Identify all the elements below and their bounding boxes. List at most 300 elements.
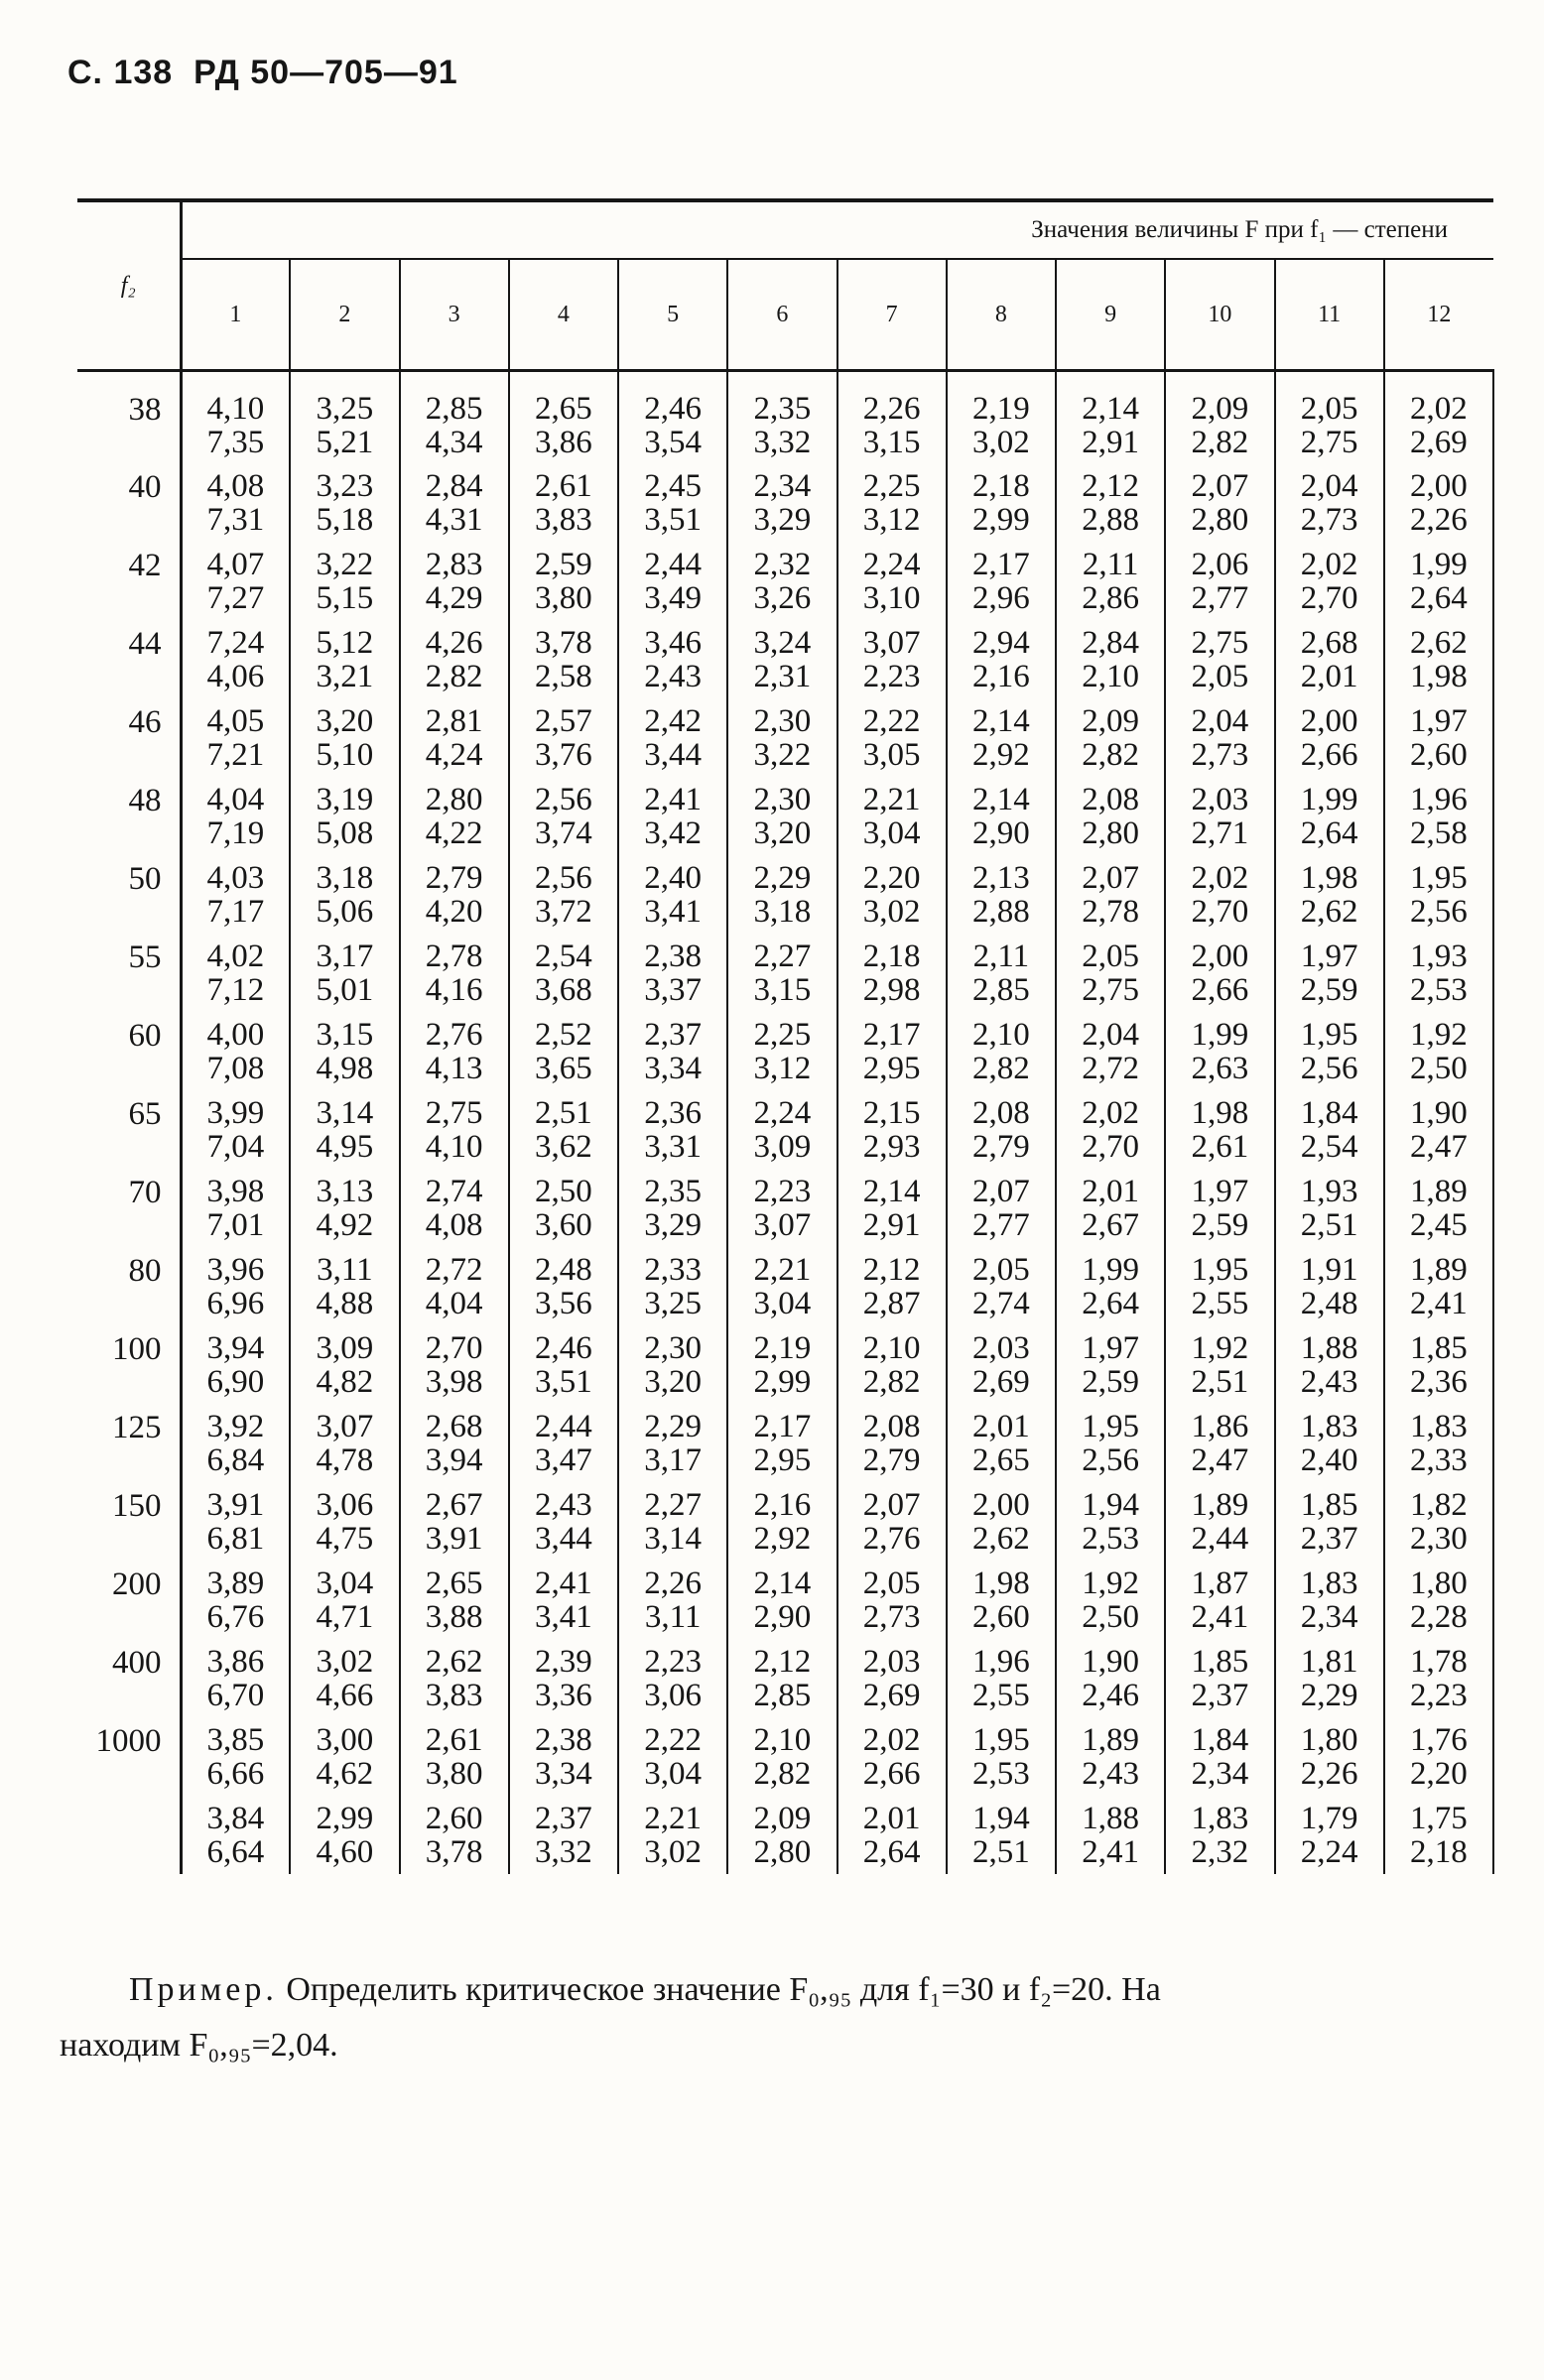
cell-value-lower: 2,56 bbox=[1300, 1050, 1358, 1086]
table-cell bbox=[1165, 1717, 1274, 1796]
cell-value-upper: 1,90 bbox=[1082, 1643, 1139, 1680]
cell-value-upper: 2,07 bbox=[862, 1486, 921, 1523]
cell-value-upper: 3,85 bbox=[206, 1721, 265, 1758]
table-cell bbox=[181, 855, 290, 934]
cell-value-lower: 2,88 bbox=[1082, 501, 1139, 538]
cell-value-upper: 3,99 bbox=[206, 1094, 265, 1131]
cell-value-upper: 3,25 bbox=[316, 391, 374, 427]
cell-value-upper: 2,54 bbox=[535, 938, 592, 974]
cell-value-lower: 4,24 bbox=[425, 736, 483, 773]
cell-value-upper: 1,82 bbox=[1410, 1486, 1468, 1523]
cell-value-lower: 3,09 bbox=[753, 1128, 812, 1165]
cell-value-lower: 3,20 bbox=[644, 1363, 702, 1400]
cell-value-upper: 2,27 bbox=[644, 1486, 702, 1523]
cell-value-lower: 2,90 bbox=[753, 1598, 812, 1635]
cell-value-upper: 2,02 bbox=[1082, 1094, 1139, 1131]
table-cell bbox=[947, 1717, 1056, 1796]
cell-value-lower: 6,90 bbox=[206, 1363, 265, 1400]
table-cell bbox=[1275, 1717, 1384, 1796]
cell-value-lower: 3,51 bbox=[644, 501, 702, 538]
cell-value-upper: 2,62 bbox=[1410, 624, 1468, 661]
cell-value-lower: 2,18 bbox=[1410, 1833, 1468, 1870]
cell-value-upper: 3,89 bbox=[206, 1565, 265, 1601]
table-cell bbox=[1056, 1561, 1165, 1639]
cell-value-lower: 2,33 bbox=[1410, 1441, 1468, 1478]
cell-value-upper: 2,41 bbox=[644, 781, 702, 817]
table-cell bbox=[618, 934, 727, 1012]
cell-value-upper: 3,78 bbox=[535, 624, 592, 661]
cell-value-lower: 4,78 bbox=[316, 1441, 374, 1478]
table-cell bbox=[947, 1325, 1056, 1404]
cell-value-lower: 2,80 bbox=[1191, 501, 1249, 538]
cell-value-upper: 2,02 bbox=[1191, 859, 1249, 896]
table-cell bbox=[837, 1090, 947, 1169]
cell-value-upper: 3,20 bbox=[316, 702, 374, 739]
table-cell bbox=[947, 1561, 1056, 1639]
cell-value-lower: 3,44 bbox=[535, 1520, 592, 1557]
table-cell bbox=[618, 371, 727, 463]
table-cell bbox=[290, 1090, 399, 1169]
table-cell bbox=[947, 855, 1056, 934]
table-cell bbox=[1384, 1482, 1493, 1561]
cell-value-lower: 3,12 bbox=[862, 501, 921, 538]
cell-value-upper: 1,99 bbox=[1300, 781, 1358, 817]
table-cell bbox=[1165, 1090, 1274, 1169]
table-cell bbox=[290, 1561, 399, 1639]
cell-value-lower: 3,76 bbox=[535, 736, 592, 773]
cell-value-upper: 2,37 bbox=[644, 1016, 702, 1053]
table-cell bbox=[509, 1325, 618, 1404]
cell-value-upper: 2,09 bbox=[1082, 702, 1139, 739]
table-cell bbox=[400, 855, 509, 934]
cell-value-upper: 1,83 bbox=[1300, 1565, 1358, 1601]
cell-value-upper: 1,84 bbox=[1300, 1094, 1358, 1131]
cell-value-lower: 2,51 bbox=[1191, 1363, 1249, 1400]
table-cell bbox=[1275, 1325, 1384, 1404]
cell-value-lower: 3,04 bbox=[862, 814, 921, 851]
table-cell bbox=[509, 1717, 618, 1796]
table-cell bbox=[1384, 371, 1493, 463]
table-cell bbox=[290, 698, 399, 777]
cell-value-upper: 2,38 bbox=[535, 1721, 592, 1758]
cell-value-upper: 2,07 bbox=[1082, 859, 1139, 896]
cell-value-upper: 2,39 bbox=[535, 1643, 592, 1680]
cell-value-upper: 1,84 bbox=[1191, 1721, 1249, 1758]
cell-value-upper: 2,19 bbox=[972, 391, 1030, 427]
cell-value-upper: 2,14 bbox=[972, 702, 1030, 739]
cell-value-lower: 3,21 bbox=[316, 658, 374, 694]
table-cell bbox=[727, 542, 836, 620]
cell-value-lower: 2,75 bbox=[1082, 971, 1139, 1008]
cell-value-lower: 7,01 bbox=[206, 1206, 265, 1243]
cell-value-lower: 6,96 bbox=[206, 1285, 265, 1321]
row-label-f2: 100 bbox=[77, 1325, 181, 1404]
table-cell bbox=[947, 1090, 1056, 1169]
cell-value-upper: 2,23 bbox=[753, 1173, 812, 1209]
cell-value-upper: 1,98 bbox=[1300, 859, 1358, 896]
cell-value-upper: 1,85 bbox=[1300, 1486, 1358, 1523]
cell-value-lower: 7,31 bbox=[206, 501, 265, 538]
cell-value-lower: 2,43 bbox=[1300, 1363, 1358, 1400]
table-cell bbox=[509, 1012, 618, 1090]
cell-value-lower: 3,47 bbox=[535, 1441, 592, 1478]
cell-value-upper: 1,88 bbox=[1300, 1329, 1358, 1366]
table-cell bbox=[1384, 620, 1493, 698]
table-cell bbox=[947, 542, 1056, 620]
cell-value-upper: 3,19 bbox=[316, 781, 374, 817]
cell-value-lower: 2,74 bbox=[972, 1285, 1030, 1321]
table-cell bbox=[1056, 1247, 1165, 1325]
table-cell bbox=[1275, 855, 1384, 934]
cell-value-upper: 2,00 bbox=[972, 1486, 1030, 1523]
cell-value-lower: 4,95 bbox=[316, 1128, 374, 1165]
table-cell bbox=[181, 1639, 290, 1717]
cell-value-upper: 2,29 bbox=[644, 1408, 702, 1444]
cell-value-upper: 2,25 bbox=[753, 1016, 812, 1053]
table-cell bbox=[290, 934, 399, 1012]
table-cell bbox=[400, 934, 509, 1012]
row-label-f2: 50 bbox=[77, 855, 181, 934]
cell-value-upper: 2,08 bbox=[862, 1408, 921, 1444]
table-cell bbox=[400, 1404, 509, 1482]
cell-value-upper: 4,04 bbox=[206, 781, 265, 817]
cell-value-lower: 4,10 bbox=[425, 1128, 483, 1165]
table-cell bbox=[509, 1639, 618, 1717]
cell-value-upper: 2,23 bbox=[644, 1643, 702, 1680]
cell-value-upper: 3,07 bbox=[862, 624, 921, 661]
cell-value-upper: 1,93 bbox=[1300, 1173, 1358, 1209]
table-cell bbox=[947, 1247, 1056, 1325]
cell-value-upper: 2,38 bbox=[644, 938, 702, 974]
table-row bbox=[77, 542, 1493, 620]
table-cell bbox=[1275, 1404, 1384, 1482]
cell-value-lower: 4,88 bbox=[316, 1285, 374, 1321]
cell-value-upper: 2,02 bbox=[862, 1721, 921, 1758]
cell-value-lower: 7,35 bbox=[206, 425, 265, 460]
table-cell bbox=[837, 1404, 947, 1482]
cell-value-lower: 7,08 bbox=[206, 1050, 265, 1086]
cell-value-upper: 2,10 bbox=[972, 1016, 1030, 1053]
row-label-f2: 400 bbox=[77, 1639, 181, 1717]
table-cell bbox=[1275, 463, 1384, 542]
cell-value-upper: 3,06 bbox=[316, 1486, 374, 1523]
table-cell bbox=[509, 855, 618, 934]
cell-value-upper: 2,94 bbox=[972, 624, 1030, 661]
cell-value-lower: 2,53 bbox=[972, 1755, 1030, 1792]
cell-value-upper: 2,29 bbox=[753, 859, 812, 896]
example-line-2: находим F₀,₉₅=2,04. bbox=[60, 2027, 338, 2064]
table-cell bbox=[618, 1090, 727, 1169]
row-label-f2: 38 bbox=[77, 371, 181, 463]
table-cell bbox=[290, 855, 399, 934]
table-cell bbox=[1165, 371, 1274, 463]
cell-value-lower: 2,58 bbox=[1410, 814, 1468, 851]
cell-value-upper: 1,89 bbox=[1082, 1721, 1139, 1758]
cell-value-lower: 2,82 bbox=[753, 1755, 812, 1792]
table-cell bbox=[1275, 1169, 1384, 1247]
column-header-f1-6: 6 bbox=[727, 259, 836, 371]
cell-value-upper: 3,46 bbox=[644, 624, 702, 661]
cell-value-lower: 3,94 bbox=[425, 1441, 483, 1478]
cell-value-upper: 2,44 bbox=[535, 1408, 592, 1444]
cell-value-upper: 1,93 bbox=[1410, 938, 1468, 974]
table-cell bbox=[181, 542, 290, 620]
cell-value-lower: 3,20 bbox=[753, 814, 812, 851]
cell-value-lower: 2,45 bbox=[1410, 1206, 1468, 1243]
cell-value-upper: 2,79 bbox=[425, 859, 483, 896]
cell-value-upper: 1,98 bbox=[972, 1565, 1030, 1601]
column-header-f1-10: 10 bbox=[1165, 259, 1274, 371]
table-cell bbox=[509, 542, 618, 620]
cell-value-lower: 2,31 bbox=[753, 658, 812, 694]
cell-value-lower: 2,50 bbox=[1082, 1598, 1139, 1635]
cell-value-upper: 1,81 bbox=[1300, 1643, 1358, 1680]
cell-value-upper: 4,00 bbox=[206, 1016, 265, 1053]
cell-value-lower: 2,90 bbox=[972, 814, 1030, 851]
cell-value-lower: 2,34 bbox=[1191, 1755, 1249, 1792]
cell-value-lower: 2,69 bbox=[1410, 425, 1468, 460]
table-row bbox=[77, 1325, 1493, 1404]
table-cell bbox=[181, 1012, 290, 1090]
cell-value-upper: 3,11 bbox=[317, 1251, 373, 1288]
cell-value-lower: 2,43 bbox=[1082, 1755, 1139, 1792]
cell-value-lower: 6,66 bbox=[206, 1755, 265, 1792]
table-cell bbox=[1275, 1561, 1384, 1639]
table-cell bbox=[181, 1169, 290, 1247]
table-cell bbox=[1275, 698, 1384, 777]
table-cell bbox=[727, 855, 836, 934]
table-cell bbox=[618, 1482, 727, 1561]
cell-value-lower: 3,42 bbox=[644, 814, 702, 851]
table-cell bbox=[837, 1717, 947, 1796]
column-header-f1-11: 11 bbox=[1275, 259, 1384, 371]
cell-value-lower: 2,75 bbox=[1300, 425, 1358, 460]
cell-value-upper: 2,06 bbox=[1191, 546, 1249, 582]
cell-value-lower: 5,10 bbox=[316, 736, 374, 773]
row-label-f2: 125 bbox=[77, 1404, 181, 1482]
cell-value-upper: 2,75 bbox=[425, 1094, 483, 1131]
cell-value-upper: 2,02 bbox=[1300, 546, 1358, 582]
cell-value-lower: 2,37 bbox=[1191, 1677, 1249, 1713]
table-cell bbox=[727, 620, 836, 698]
cell-value-upper: 3,18 bbox=[316, 859, 374, 896]
table-cell bbox=[400, 1012, 509, 1090]
table-cell bbox=[1056, 1404, 1165, 1482]
table-cell bbox=[181, 620, 290, 698]
cell-value-upper: 2,36 bbox=[644, 1094, 702, 1131]
cell-value-upper: 3,00 bbox=[316, 1721, 374, 1758]
table-cell bbox=[1275, 1090, 1384, 1169]
cell-value-upper: 1,78 bbox=[1410, 1643, 1468, 1680]
cell-value-lower: 7,17 bbox=[206, 893, 265, 930]
cell-value-upper: 2,24 bbox=[753, 1094, 812, 1131]
cell-value-lower: 4,62 bbox=[316, 1755, 374, 1792]
cell-value-upper: 2,01 bbox=[862, 1800, 921, 1836]
table-cell bbox=[1384, 1561, 1493, 1639]
cell-value-upper: 1,90 bbox=[1410, 1094, 1468, 1131]
table-cell bbox=[509, 1482, 618, 1561]
table-cell bbox=[1275, 1639, 1384, 1717]
cell-value-lower: 2,50 bbox=[1410, 1050, 1468, 1086]
cell-value-lower: 3,83 bbox=[425, 1677, 483, 1713]
cell-value-upper: 2,13 bbox=[972, 859, 1030, 896]
table-cell bbox=[400, 1169, 509, 1247]
cell-value-upper: 1,92 bbox=[1191, 1329, 1249, 1366]
cell-value-lower: 4,16 bbox=[425, 971, 483, 1008]
cell-value-lower: 6,76 bbox=[206, 1598, 265, 1635]
column-header-f1-1: 1 bbox=[181, 259, 290, 371]
cell-value-upper: 2,46 bbox=[535, 1329, 592, 1366]
cell-value-lower: 3,88 bbox=[425, 1598, 483, 1635]
table-cell bbox=[947, 1404, 1056, 1482]
table-cell bbox=[947, 934, 1056, 1012]
table-cell bbox=[1165, 1482, 1274, 1561]
table-row bbox=[77, 1169, 1493, 1247]
cell-value-upper: 2,15 bbox=[862, 1094, 921, 1131]
table-cell bbox=[837, 463, 947, 542]
cell-value-upper: 4,26 bbox=[425, 624, 483, 661]
table-cell bbox=[1384, 1012, 1493, 1090]
table-cell bbox=[181, 1325, 290, 1404]
cell-value-lower: 2,20 bbox=[1410, 1755, 1468, 1792]
cell-value-lower: 2,93 bbox=[862, 1128, 921, 1165]
cell-value-lower: 2,10 bbox=[1082, 658, 1139, 694]
example-paragraph bbox=[60, 1962, 1449, 2073]
row-label-f2: 70 bbox=[77, 1169, 181, 1247]
cell-value-upper: 2,01 bbox=[972, 1408, 1030, 1444]
cell-value-upper: 2,07 bbox=[972, 1173, 1030, 1209]
cell-value-upper: 2,08 bbox=[1082, 781, 1139, 817]
cell-value-upper: 2,30 bbox=[753, 702, 812, 739]
table-cell bbox=[1384, 777, 1493, 855]
table-cell bbox=[1056, 542, 1165, 620]
row-label-f2: 46 bbox=[77, 698, 181, 777]
cell-value-upper: 2,12 bbox=[753, 1643, 812, 1680]
table-cell bbox=[509, 698, 618, 777]
cell-value-upper: 2,02 bbox=[1410, 391, 1468, 427]
table-cell bbox=[290, 371, 399, 463]
cell-value-upper: 2,32 bbox=[753, 546, 812, 582]
cell-value-lower: 6,70 bbox=[206, 1677, 265, 1713]
cell-value-lower: 2,69 bbox=[972, 1363, 1030, 1400]
cell-value-lower: 2,82 bbox=[972, 1050, 1030, 1086]
cell-value-lower: 2,01 bbox=[1300, 658, 1358, 694]
cell-value-lower: 2,60 bbox=[972, 1598, 1030, 1635]
table-cell bbox=[1165, 855, 1274, 934]
cell-value-upper: 2,17 bbox=[862, 1016, 921, 1053]
table-cell bbox=[290, 1247, 399, 1325]
table-cell bbox=[1384, 1796, 1493, 1874]
cell-value-lower: 3,34 bbox=[644, 1050, 702, 1086]
table-cell bbox=[400, 698, 509, 777]
cell-value-lower: 3,36 bbox=[535, 1677, 592, 1713]
cell-value-lower: 3,02 bbox=[862, 893, 921, 930]
table-cell bbox=[400, 1482, 509, 1561]
table-cell bbox=[837, 1482, 947, 1561]
table-cell bbox=[1275, 620, 1384, 698]
f-distribution-table bbox=[77, 198, 1494, 1874]
row-label-f2: 80 bbox=[77, 1247, 181, 1325]
cell-value-lower: 3,14 bbox=[644, 1520, 702, 1557]
cell-value-lower: 3,04 bbox=[644, 1755, 702, 1792]
table-cell bbox=[1165, 1169, 1274, 1247]
cell-value-upper: 2,45 bbox=[644, 467, 702, 504]
table-cell bbox=[181, 1561, 290, 1639]
cell-value-lower: 2,41 bbox=[1191, 1598, 1249, 1635]
table-cell bbox=[1384, 1090, 1493, 1169]
table-cell bbox=[947, 1169, 1056, 1247]
cell-value-lower: 2,43 bbox=[644, 658, 702, 694]
cell-value-lower: 2,82 bbox=[862, 1363, 921, 1400]
cell-value-lower: 3,29 bbox=[753, 501, 812, 538]
cell-value-upper: 2,56 bbox=[535, 781, 592, 817]
table-cell bbox=[1165, 1325, 1274, 1404]
table-cell bbox=[1384, 1247, 1493, 1325]
cell-value-upper: 2,26 bbox=[862, 391, 921, 427]
cell-value-lower: 2,85 bbox=[972, 971, 1030, 1008]
cell-value-upper: 1,87 bbox=[1191, 1565, 1249, 1601]
cell-value-lower: 5,18 bbox=[316, 501, 374, 538]
table-row bbox=[77, 1639, 1493, 1717]
cell-value-upper: 2,62 bbox=[425, 1643, 483, 1680]
cell-value-upper: 1,83 bbox=[1410, 1408, 1468, 1444]
cell-value-upper: 1,99 bbox=[1410, 546, 1468, 582]
cell-value-upper: 2,60 bbox=[425, 1800, 483, 1836]
cell-value-lower: 2,56 bbox=[1410, 893, 1468, 930]
cell-value-upper: 2,27 bbox=[753, 938, 812, 974]
cell-value-upper: 4,10 bbox=[206, 391, 265, 427]
table-cell bbox=[727, 1717, 836, 1796]
table-cell bbox=[400, 1325, 509, 1404]
row-label-f2: 55 bbox=[77, 934, 181, 1012]
table-cell bbox=[1165, 1247, 1274, 1325]
cell-value-upper: 2,01 bbox=[1082, 1173, 1139, 1209]
table-cell bbox=[1275, 1482, 1384, 1561]
cell-value-lower: 2,47 bbox=[1410, 1128, 1468, 1165]
cell-value-upper: 2,37 bbox=[535, 1800, 592, 1836]
table-cell bbox=[1275, 371, 1384, 463]
cell-value-lower: 2,77 bbox=[972, 1206, 1030, 1243]
cell-value-lower: 3,10 bbox=[862, 579, 921, 616]
cell-value-upper: 2,84 bbox=[425, 467, 483, 504]
column-header-f1-3: 3 bbox=[400, 259, 509, 371]
cell-value-lower: 4,34 bbox=[425, 425, 483, 460]
table-cell bbox=[509, 1796, 618, 1874]
cell-value-upper: 1,95 bbox=[1191, 1251, 1249, 1288]
cell-value-lower: 2,37 bbox=[1300, 1520, 1358, 1557]
cell-value-lower: 4,31 bbox=[425, 501, 483, 538]
cell-value-upper: 2,85 bbox=[425, 391, 483, 427]
table-cell bbox=[947, 698, 1056, 777]
table-cell bbox=[618, 1404, 727, 1482]
example-lead: Пример. bbox=[129, 1971, 278, 2008]
table-cell bbox=[1165, 1012, 1274, 1090]
cell-value-lower: 2,87 bbox=[862, 1285, 921, 1321]
table-cell bbox=[1384, 463, 1493, 542]
cell-value-lower: 6,64 bbox=[206, 1833, 265, 1870]
table-row bbox=[77, 1482, 1493, 1561]
table-cell bbox=[400, 620, 509, 698]
cell-value-lower: 3,12 bbox=[753, 1050, 812, 1086]
table-cell bbox=[837, 1796, 947, 1874]
cell-value-upper: 2,17 bbox=[753, 1408, 812, 1444]
cell-value-lower: 2,73 bbox=[1300, 501, 1358, 538]
table-cell bbox=[1384, 1169, 1493, 1247]
cell-value-lower: 2,80 bbox=[1082, 814, 1139, 851]
cell-value-lower: 5,21 bbox=[316, 425, 374, 460]
table-cell bbox=[1056, 1639, 1165, 1717]
cell-value-upper: 1,97 bbox=[1300, 938, 1358, 974]
